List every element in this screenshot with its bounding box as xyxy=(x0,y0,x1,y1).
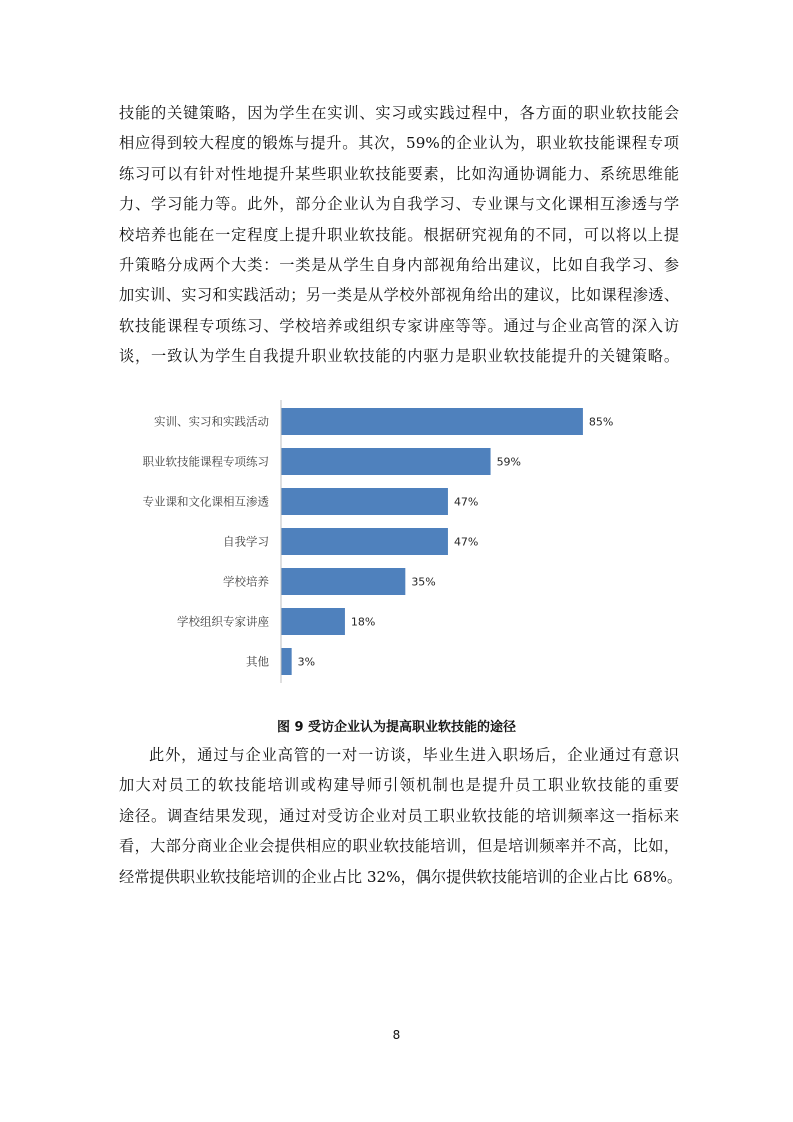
text-line: 软技能课程专项练习、学校培养或组织专家讲座等等。通过与企业高管的深入访 xyxy=(119,316,679,335)
data-label: 59% xyxy=(496,455,522,469)
text-line: 校培养也能在一定程度上提升职业软技能。根据研究视角的不同，可以将以上提 xyxy=(119,225,679,244)
page-number: 8 xyxy=(392,1028,401,1042)
text-line: 升策略分成两个大类：一类是从学生自身内部视角给出建议，比如自我学习、参 xyxy=(119,256,679,275)
data-label: 85% xyxy=(588,415,614,429)
body-paragraph-2 xyxy=(119,740,683,892)
category-label: 实训、实习和实践活动 xyxy=(154,414,269,429)
text-line: 力、学习能力等。此外，部分企业认为自我学习、专业课与文化课相互渗透与学 xyxy=(119,195,679,214)
bar xyxy=(281,568,405,595)
category-label: 专业课和文化课相互渗透 xyxy=(142,494,269,509)
category-label: 其他 xyxy=(246,654,269,669)
data-label: 47% xyxy=(453,495,479,509)
data-label: 35% xyxy=(411,575,436,589)
text-line: 看，大部分商业企业会提供相应的职业软技能培训，但是培训频率并不高，比如， xyxy=(119,837,679,856)
data-label: 18% xyxy=(350,615,376,629)
category-label: 学校培养 xyxy=(223,574,269,589)
bar xyxy=(281,488,448,515)
category-label: 学校组织专家讲座 xyxy=(177,614,269,629)
bar xyxy=(281,648,292,675)
bar xyxy=(281,528,448,555)
text-line: 加实训、实习和实践活动；另一类是从学校外部视角给出的建议，比如课程渗透、 xyxy=(119,286,679,305)
bar-chart xyxy=(119,398,679,688)
category-label: 职业软技能课程专项练习 xyxy=(142,454,269,469)
text-line: 练习可以有针对性地提升某些职业软技能要素，比如沟通协调能力、系统思维能 xyxy=(119,164,679,183)
body-paragraph-1 xyxy=(119,98,679,372)
text-line: 途径。调查结果发现，通过对受访企业对员工职业软技能的培训频率这一指标来 xyxy=(119,806,679,825)
figure-caption: 图 9 受访企业认为提高职业软技能的途径 xyxy=(276,720,517,735)
category-label: 自我学习 xyxy=(223,534,269,549)
data-label: 47% xyxy=(453,535,479,549)
data-label: 3% xyxy=(297,655,316,669)
text-line: 经常提供职业软技能培训的企业占比 32%，偶尔提供软技能培训的企业占比 68%。 xyxy=(119,867,683,886)
text-line: 相应得到较大程度的锻炼与提升。其次，59%的企业认为，职业软技能课程专项 xyxy=(119,134,679,153)
bar xyxy=(281,408,583,435)
bar xyxy=(281,608,345,635)
text-line: 加大对员工的软技能培训或构建导师引领机制也是提升员工职业软技能的重要 xyxy=(119,776,679,795)
text-line: 此外，通过与企业高管的一对一访谈，毕业生进入职场后，企业通过有意识 xyxy=(149,746,679,764)
bar xyxy=(281,448,491,475)
text-line: 技能的关键策略，因为学生在实训、实习或实践过程中，各方面的职业软技能会 xyxy=(119,104,679,122)
text-line: 谈，一致认为学生自我提升职业软技能的内驱力是职业软技能提升的关键策略。 xyxy=(119,347,679,366)
